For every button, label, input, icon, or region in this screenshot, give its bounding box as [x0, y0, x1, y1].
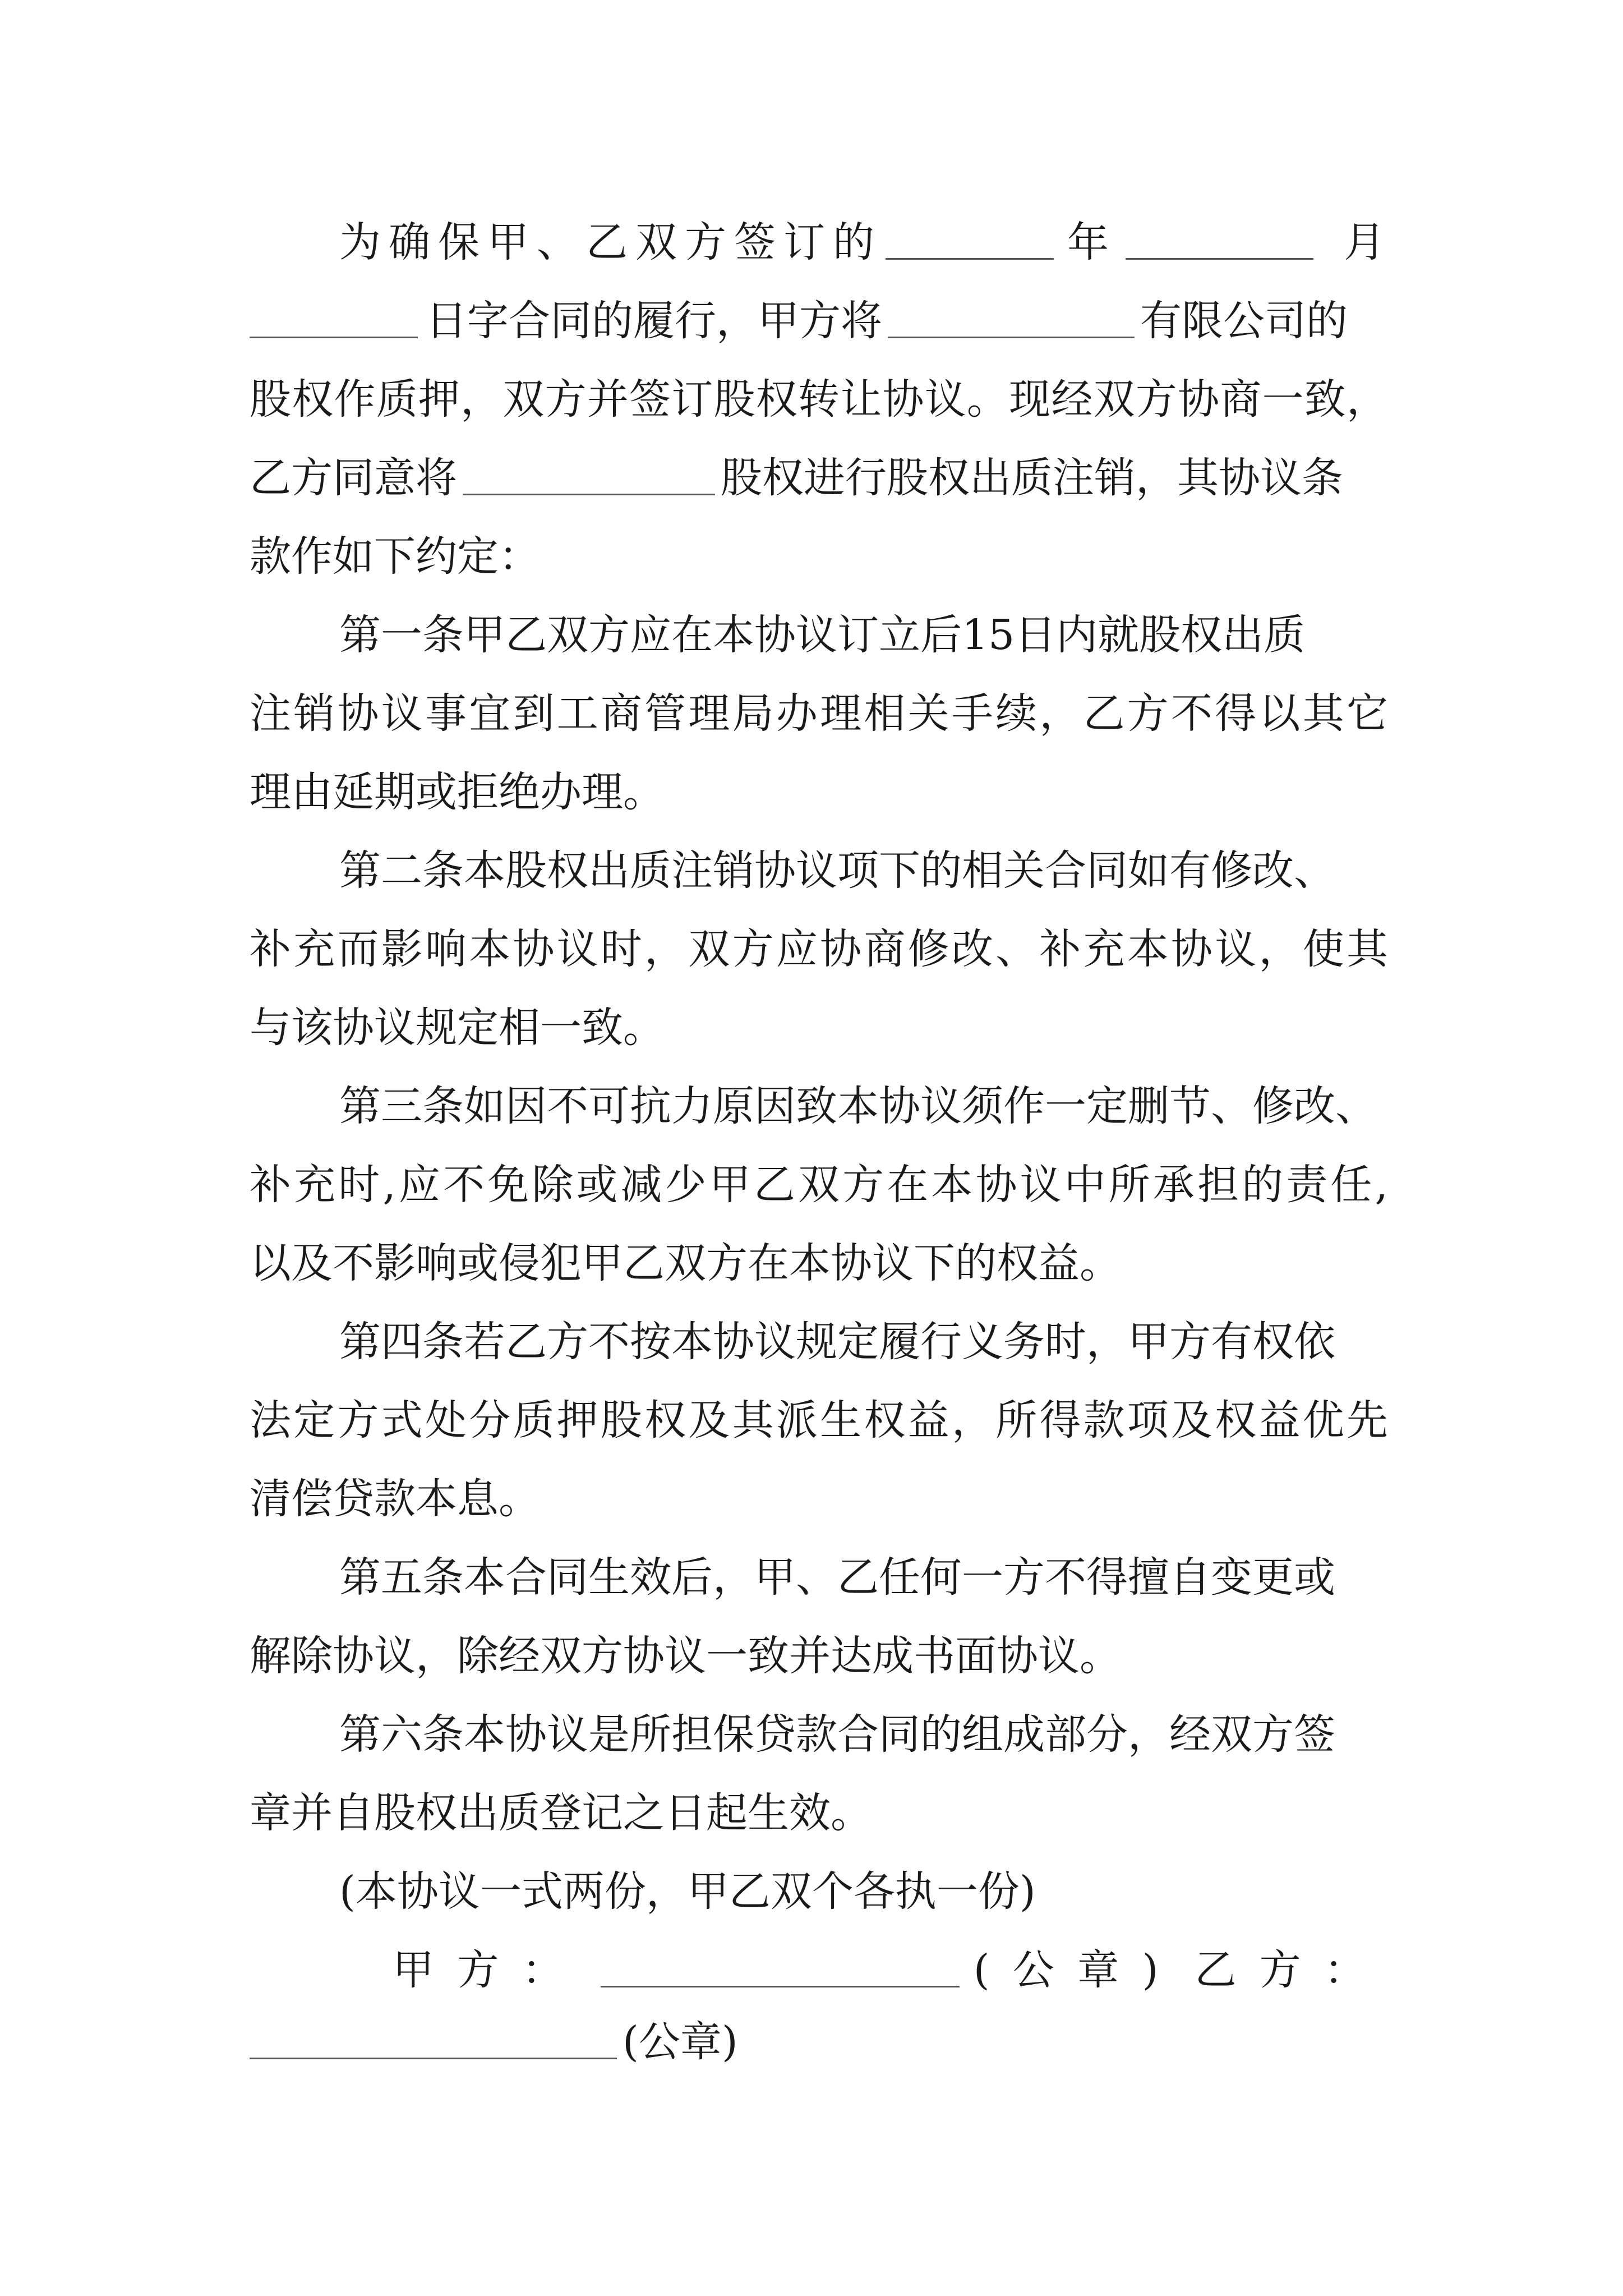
intro-text: 为确保甲、乙双方签订的 [339, 218, 882, 266]
intro-line-4 [250, 450, 1343, 506]
signature-line-2 [250, 2014, 738, 2070]
article-1-line-1: 第一条甲乙双方应在本协议订立后15日内就股权出质 [339, 611, 1306, 659]
party-b-label: 乙方： [1195, 1946, 1388, 1994]
equity-blank [463, 454, 715, 495]
party-a-seal: (公章) [973, 1946, 1181, 1994]
article-3-line-1: 第三条如因不可抗力原因致本协议须作一定删节、修改、 [339, 1082, 1377, 1130]
intro-line-5: 款作如下约定： [250, 532, 540, 581]
intro-text: 有限公司的 [1140, 297, 1348, 345]
party-b-seal: (公章) [623, 2018, 738, 2066]
article-1-line-3: 理由延期或拒绝办理。 [250, 768, 665, 816]
party-b-blank [250, 2018, 617, 2059]
article-2-line-2: 补充而影响本协议时，双方应协商修改、补充本协议，使其 [250, 925, 1388, 973]
article-1-line-2: 注销协议事宜到工商管理局办理相关手续，乙方不得以其它 [250, 689, 1388, 738]
article-2-line-1: 第二条本股权出质注销协议项下的相关合同如有修改、 [339, 846, 1335, 895]
article-2-line-3: 与该协议规定相一致。 [250, 1004, 665, 1052]
intro-line-2 [250, 293, 1348, 349]
intro-line-3: 股权作质押，双方并签订股权转让协议。现经双方协商一致， [250, 375, 1388, 424]
intro-line-1 [339, 214, 1388, 270]
day-blank [250, 297, 418, 338]
article-3-line-2: 补充时,应不免除或减少甲乙双方在本协议中所承担的责任, [250, 1161, 1388, 1209]
article-5-line-2: 解除协议，除经双方协议一致并达成书面协议。 [250, 1632, 1121, 1680]
article-4-line-2: 法定方式处分质押股权及其派生权益，所得款项及权益优先 [250, 1396, 1388, 1444]
intro-text: 乙方同意将 [250, 454, 457, 502]
month-blank [1126, 219, 1313, 260]
year-blank [886, 219, 1054, 260]
article-3-line-3: 以及不影响或侵犯甲乙双方在本协议下的权益。 [250, 1239, 1121, 1287]
article-6-line-1: 第六条本协议是所担保贷款合同的组成部分，经双方签 [339, 1710, 1335, 1759]
signature-line [393, 1942, 1388, 1998]
party-a-label: 甲方： [393, 1946, 587, 1994]
article-6-line-2: 章并自股权出质登记之日起生效。 [250, 1789, 872, 1837]
company-blank [888, 297, 1135, 338]
article-5-line-1: 第五条本合同生效后，甲、乙任何一方不得擅自变更或 [339, 1553, 1335, 1602]
intro-text: 股权进行股权出质注销，其协议条 [721, 454, 1343, 502]
intro-text: 日字合同的履行，甲方将 [426, 297, 882, 345]
month-label: 月 [1344, 218, 1385, 266]
party-a-blank [601, 1947, 960, 1987]
article-4-line-1: 第四条若乙方不按本协议规定履行义务时，甲方有权依 [339, 1318, 1335, 1366]
article-4-line-3: 清偿贷款本息。 [250, 1475, 540, 1523]
copies-note: (本协议一式两份，甲乙双个各执一份) [339, 1867, 1036, 1916]
year-label: 年 [1067, 218, 1109, 266]
